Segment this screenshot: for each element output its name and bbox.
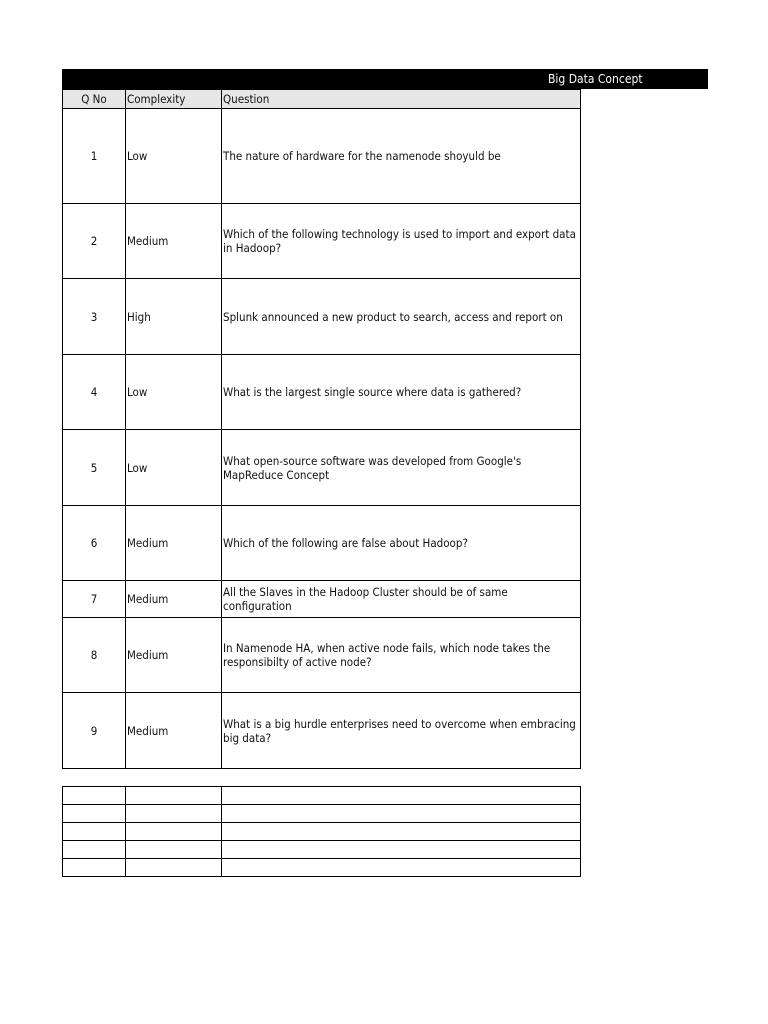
complexity-cell[interactable]: Low (126, 355, 222, 430)
title-bar (62, 69, 708, 89)
empty-cell[interactable] (63, 823, 126, 841)
question-table (62, 89, 581, 769)
column-header-question[interactable]: Question (222, 90, 581, 109)
qno-cell[interactable]: 9 (63, 693, 126, 769)
empty-cell[interactable] (63, 787, 126, 805)
qno-cell[interactable]: 5 (63, 430, 126, 506)
complexity-cell[interactable]: Medium (126, 581, 222, 618)
complexity-cell[interactable]: High (126, 279, 222, 355)
table-row (63, 204, 581, 279)
empty-cell[interactable] (126, 787, 222, 805)
question-cell[interactable]: Which of the following technology is used to import and export data in Hadoop? (222, 204, 581, 279)
qno-cell[interactable]: 6 (63, 506, 126, 581)
table-row (63, 506, 581, 581)
question-cell[interactable]: Splunk announced a new product to search, access and report on (222, 279, 581, 355)
question-cell[interactable]: In Namenode HA, when active node fails, which node takes the responsibilty of active node? (222, 618, 581, 693)
complexity-cell[interactable]: Low (126, 430, 222, 506)
question-cell[interactable]: Which of the following are false about Hadoop? (222, 506, 581, 581)
complexity-cell[interactable]: Low (126, 109, 222, 204)
qno-cell[interactable]: 4 (63, 355, 126, 430)
empty-table (62, 786, 581, 877)
table-row (63, 355, 581, 430)
empty-cell[interactable] (126, 823, 222, 841)
empty-cell[interactable] (222, 859, 581, 877)
qno-cell[interactable]: 2 (63, 204, 126, 279)
empty-cell[interactable] (126, 805, 222, 823)
empty-row (63, 787, 581, 805)
empty-cell[interactable] (126, 859, 222, 877)
sheet-title: Big Data Concept (548, 72, 643, 86)
question-cell[interactable]: What is the largest single source where data is gathered? (222, 355, 581, 430)
complexity-cell[interactable]: Medium (126, 693, 222, 769)
complexity-cell[interactable]: Medium (126, 618, 222, 693)
empty-row (63, 859, 581, 877)
table-row (63, 430, 581, 506)
empty-cell[interactable] (222, 787, 581, 805)
empty-cell[interactable] (63, 805, 126, 823)
column-header-qno[interactable]: Q No (63, 90, 126, 109)
qno-cell[interactable]: 7 (63, 581, 126, 618)
complexity-cell[interactable]: Medium (126, 506, 222, 581)
qno-cell[interactable]: 1 (63, 109, 126, 204)
empty-row (63, 841, 581, 859)
question-cell[interactable]: What is a big hurdle enterprises need to overcome when embracing big data? (222, 693, 581, 769)
empty-cell[interactable] (222, 841, 581, 859)
empty-cell[interactable] (63, 859, 126, 877)
qno-cell[interactable]: 8 (63, 618, 126, 693)
complexity-cell[interactable]: Medium (126, 204, 222, 279)
qno-cell[interactable]: 3 (63, 279, 126, 355)
table-row (63, 279, 581, 355)
table-row (63, 581, 581, 618)
question-cell[interactable]: All the Slaves in the Hadoop Cluster should be of same configuration (222, 581, 581, 618)
empty-cell[interactable] (222, 805, 581, 823)
question-cell[interactable]: What open-source software was developed from Google's MapReduce Concept (222, 430, 581, 506)
column-header-complexity[interactable]: Complexity (126, 90, 222, 109)
question-cell[interactable]: The nature of hardware for the namenode shoyuld be (222, 109, 581, 204)
empty-cell[interactable] (63, 841, 126, 859)
empty-row (63, 823, 581, 841)
empty-row (63, 805, 581, 823)
table-row (63, 618, 581, 693)
empty-cell[interactable] (222, 823, 581, 841)
empty-cell[interactable] (126, 841, 222, 859)
header-row (63, 90, 581, 109)
table-row (63, 693, 581, 769)
table-row (63, 109, 581, 204)
